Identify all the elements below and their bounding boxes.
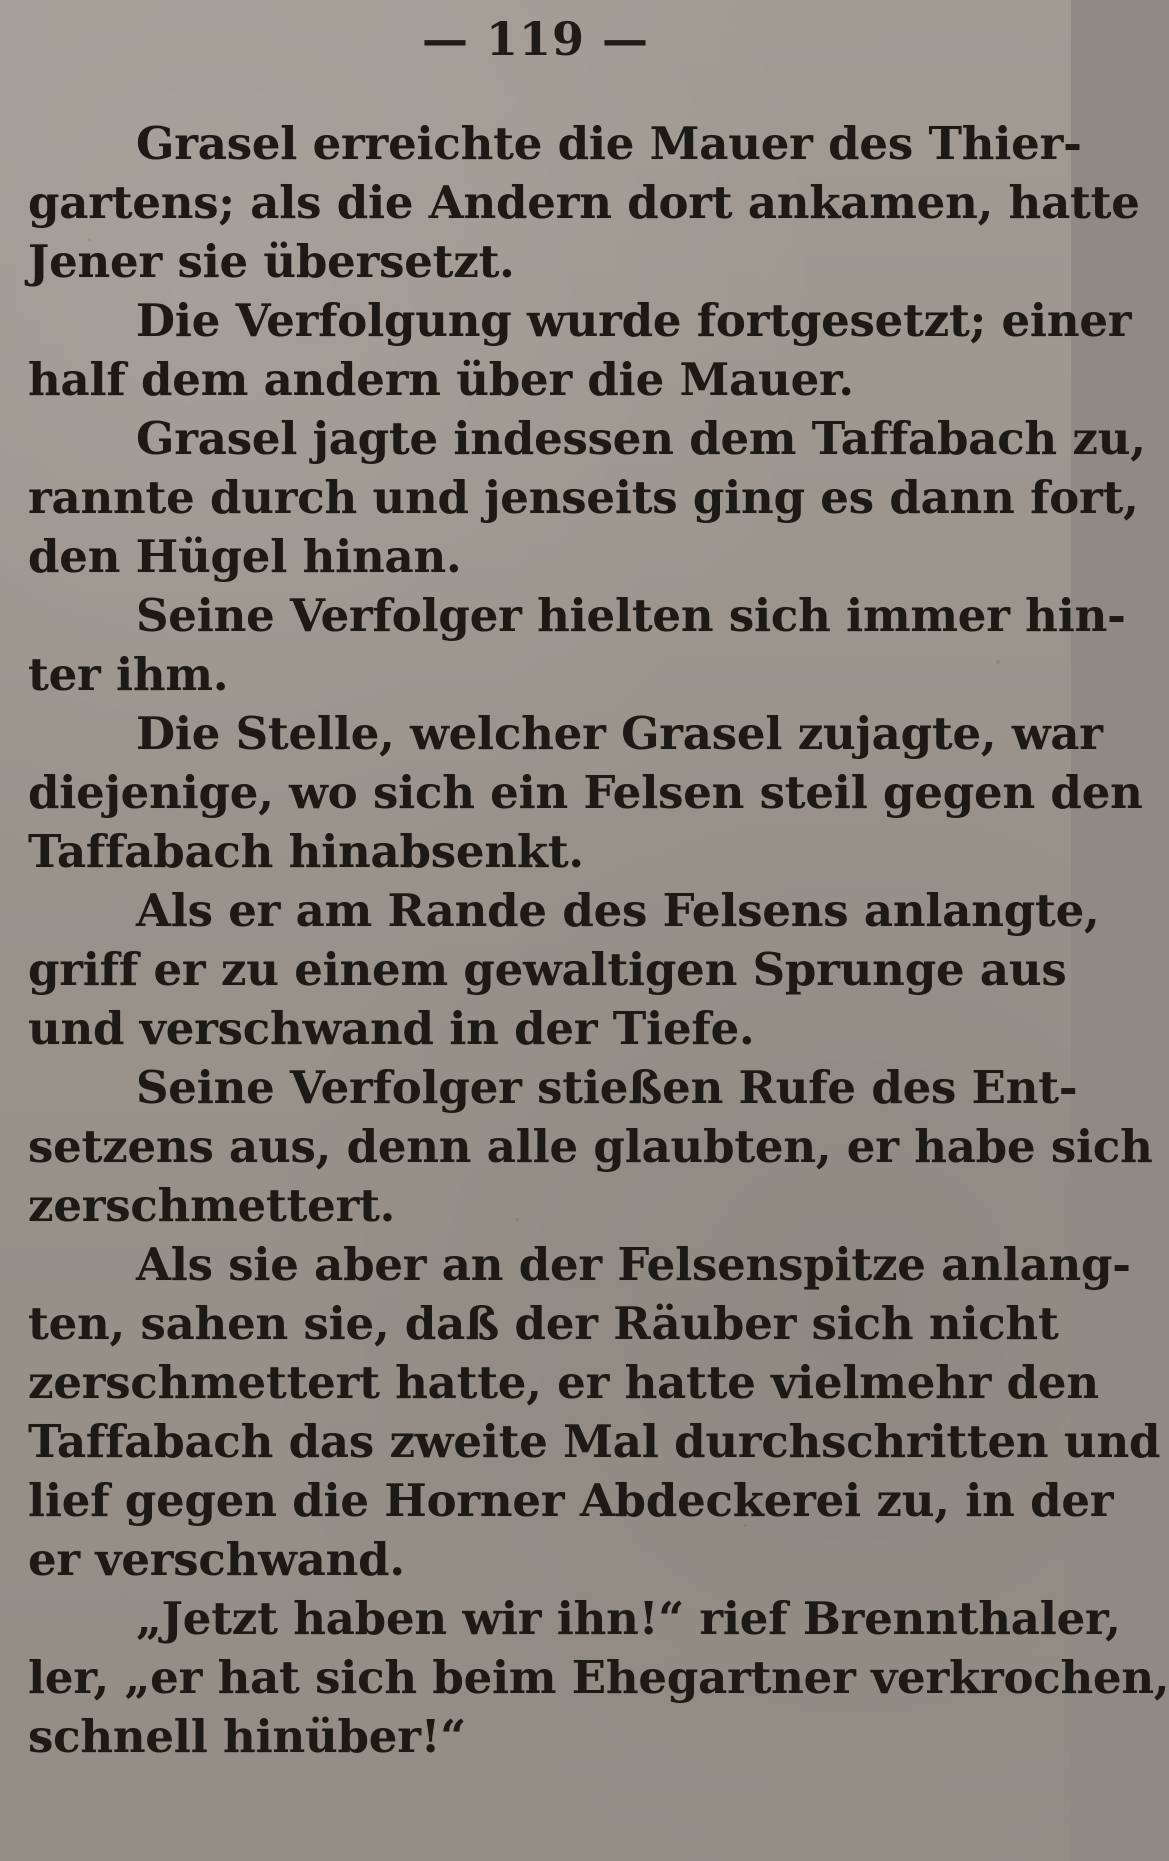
text-line: Jener sie übersetzt. (28, 235, 515, 288)
text-line: lief gegen die Horner Abdeckerei zu, in der (28, 1474, 1114, 1527)
text-line: zerschmettert. (28, 1179, 396, 1232)
text-line: Als sie aber an der Felsenspitze anlang- (136, 1238, 1131, 1291)
page-number: — 119 — (421, 12, 650, 66)
text-line: den Hügel hinan. (28, 530, 462, 583)
text-line: ler, „er hat sich beim Ehegartner verkrochen, (28, 1651, 1169, 1704)
text-line: Taffabach das zweite Mal durchschritten und (28, 1415, 1161, 1468)
text-line: schnell hinüber!“ (28, 1710, 466, 1763)
text-line: Die Verfolgung wurde fortgesetzt; einer (136, 294, 1132, 347)
text-line: „Jetzt haben wir ihn!“ rief Brennthaler, (136, 1592, 1121, 1645)
text-line: Seine Verfolger stießen Rufe des Ent- (136, 1061, 1078, 1114)
text-line: diejenige, wo sich ein Felsen steil gegen den (28, 766, 1143, 819)
text-line: Seine Verfolger hielten sich immer hin- (136, 589, 1126, 642)
text-line: Die Stelle, welcher Grasel zujagte, war (136, 707, 1103, 760)
text-line: Als er am Rande des Felsens anlangte, (136, 884, 1100, 937)
text-line: griff er zu einem gewaltigen Sprunge aus (28, 943, 1067, 996)
text-line: half dem andern über die Mauer. (28, 353, 854, 406)
text-line: ter ihm. (28, 648, 229, 701)
text-line: zerschmettert hatte, er hatte vielmehr den (28, 1356, 1099, 1409)
text-line: Grasel jagte indessen dem Taffabach zu, (136, 412, 1146, 465)
text-line: setzens aus, denn alle glaubten, er habe sich (28, 1120, 1153, 1173)
text-line: ten, sahen sie, daß der Räuber sich nicht (28, 1297, 1059, 1350)
text-line: Grasel erreichte die Mauer des Thier- (136, 117, 1082, 170)
text-line: gartens; als die Andern dort ankamen, hatte (28, 176, 1140, 229)
text-line: er verschwand. (28, 1533, 405, 1586)
body-text (28, 114, 1169, 1766)
text-line: Taffabach hinabsenkt. (28, 825, 584, 878)
text-line: und verschwand in der Tiefe. (28, 1002, 755, 1055)
text-line: rannte durch und jenseits ging es dann fort, (28, 471, 1139, 524)
